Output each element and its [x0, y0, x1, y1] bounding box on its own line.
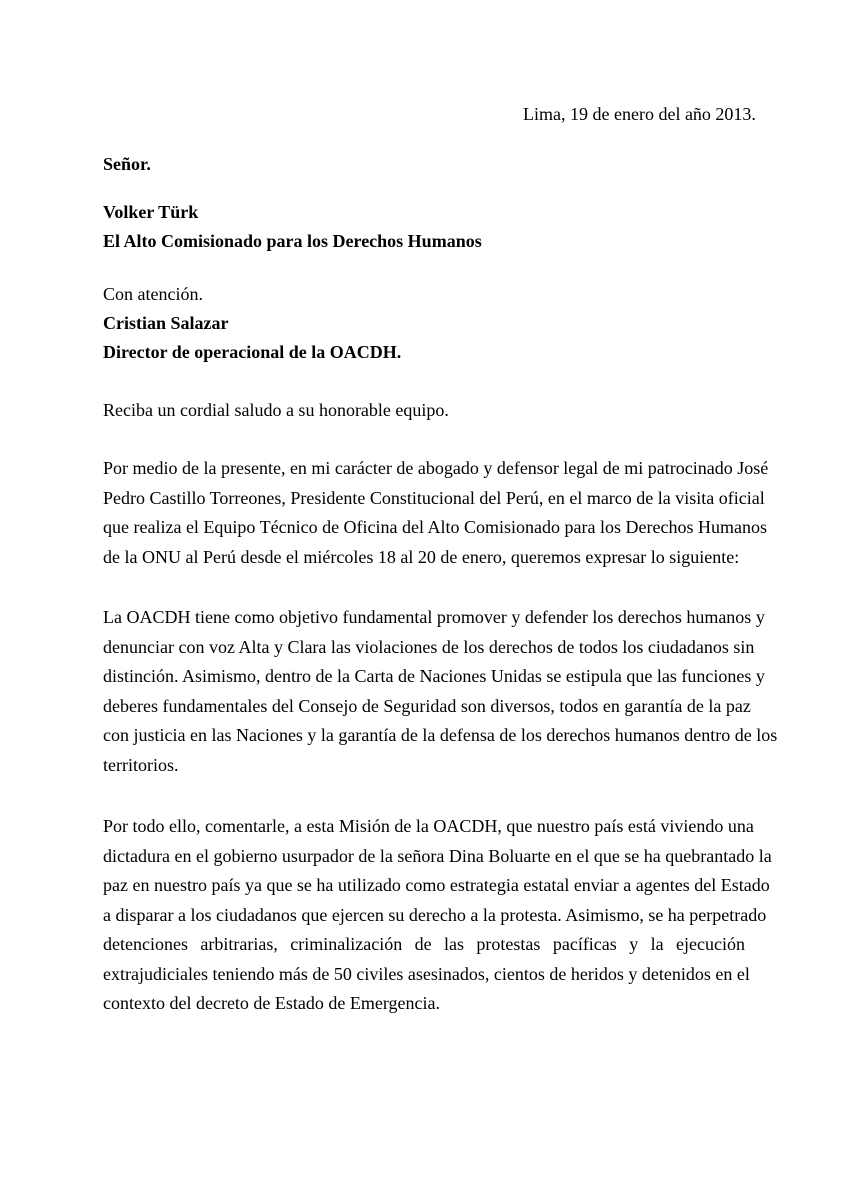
paragraph-line: con justicia en las Naciones y la garantía de la defensa de los derechos humanos dentro de los: [103, 725, 778, 745]
greeting: Reciba un cordial saludo a su honorable equipo.: [103, 400, 449, 420]
paragraph-line: La OACDH tiene como objetivo fundamental promover y defender los derechos humanos y: [103, 607, 765, 627]
recipient-title: El Alto Comisionado para los Derechos Humanos: [103, 231, 482, 251]
paragraph-line: Por medio de la presente, en mi carácter de abogado y defensor legal de mi patrocinado José: [103, 458, 769, 478]
paragraph-line: de la ONU al Perú desde el miércoles 18 al 20 de enero, queremos expresar lo siguiente:: [103, 546, 740, 567]
paragraph-line: distinción. Asimismo, dentro de la Carta de Naciones Unidas se estipula que las funciones y: [103, 666, 765, 686]
paragraph-intro: [103, 454, 769, 572]
paragraph-oacdh-objective: [103, 603, 778, 780]
attention-name: Cristian Salazar: [103, 313, 229, 333]
paragraph-line: que realiza el Equipo Técnico de Oficina del Alto Comisionado para los Derechos Humanos: [103, 517, 767, 537]
attention-title: Director de operacional de la OACDH.: [103, 342, 402, 362]
paragraph-line: detenciones arbitrarias, criminalización de las protestas pacíficas y la ejecución: [103, 934, 745, 954]
paragraph-line: deberes fundamentales del Consejo de Seguridad son diversos, todos en garantía de la paz: [103, 695, 751, 716]
paragraph-denunciation: [103, 812, 772, 1019]
paragraph-line: paz en nuestro país ya que se ha utilizado como estrategia estatal enviar a agentes del Estado: [103, 875, 770, 895]
paragraph-line: extrajudiciales teniendo más de 50 civiles asesinados, cientos de heridos y detenidos en el: [103, 963, 750, 984]
paragraph-line: Pedro Castillo Torreones, Presidente Constitucional del Perú, en el marco de la visita oficial: [103, 487, 765, 508]
paragraph-line: a disparar a los ciudadanos que ejercen su derecho a la protesta. Asimismo, se ha perpetrado: [103, 904, 767, 925]
recipient-name: Volker Türk: [103, 202, 199, 222]
paragraph-line: denunciar con voz Alta y Clara las violaciones de los derechos de todos los ciudadanos sin: [103, 636, 755, 657]
paragraph-line: territorios.: [103, 754, 179, 775]
paragraph-line: contexto del decreto de Estado de Emergencia.: [103, 993, 441, 1013]
attention-label: Con atención.: [103, 284, 203, 304]
salutation: Señor.: [103, 154, 151, 174]
letter-date: Lima, 19 de enero del año 2013.: [523, 104, 756, 124]
paragraph-line: dictadura en el gobierno usurpador de la señora Dina Boluarte en el que se ha quebrantado la: [103, 845, 772, 866]
paragraph-line: Por todo ello, comentarle, a esta Misión de la OACDH, que nuestro país está viviendo una: [103, 816, 754, 836]
